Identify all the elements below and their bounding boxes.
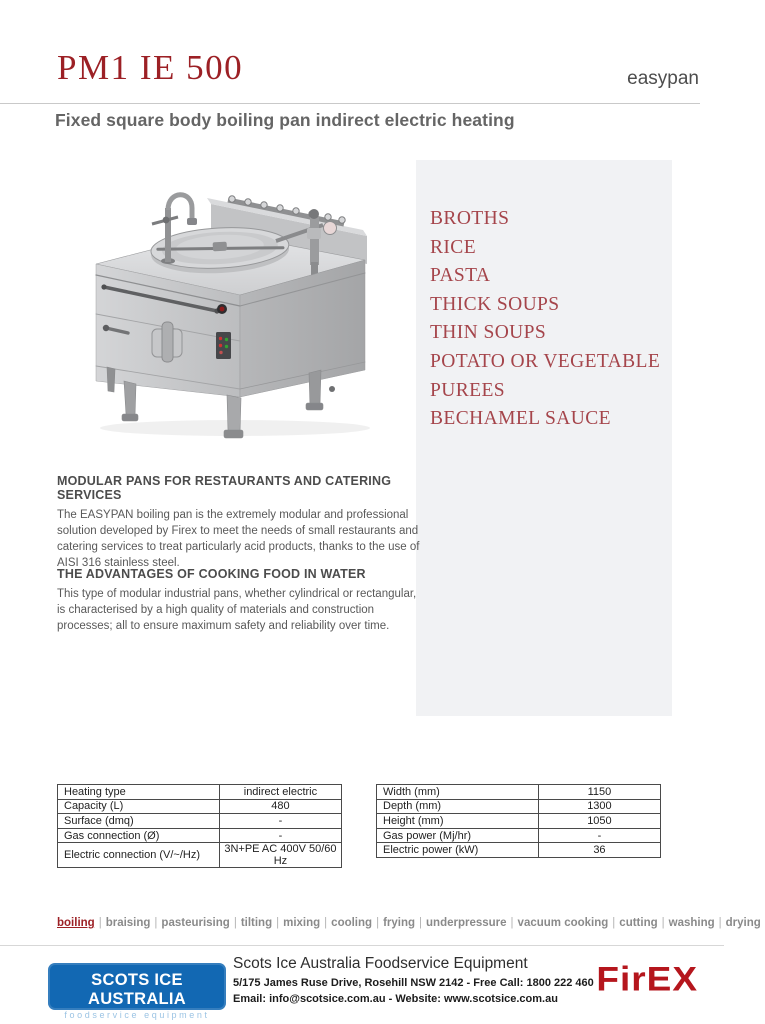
firex-brand-logo: FirEX [596,960,698,998]
distributor-logo-tagline: foodservice equipment [64,1010,210,1020]
process-tags [57,917,765,929]
section-heading: THE ADVANTAGES OF COOKING FOOD IN WATER [57,567,366,581]
spec-label: Depth (mm) [377,799,539,814]
process-tag-braising: braising [105,917,151,929]
applications-list [416,160,672,434]
footer-divider [0,945,724,946]
spec-value: 1150 [538,785,660,800]
spec-row [377,843,661,858]
section-body: This type of modular industrial pans, whether cylindrical or rectangular, is characterised by a high quality of materials and construction processes; all to ensure maximum safety and reliability over time. [57,588,417,632]
process-tag-drying: drying [725,917,761,929]
process-tag-boiling: boiling [57,917,95,929]
application-item: THIN SOUPS [430,322,547,344]
section-body: The EASYPAN boiling pan is the extremely modular and professional solution developed by Firex to meet the needs of small restaurants and catering services to treat particularly acid products, thanks to the use of AISI 316 stainless steel. [57,509,420,569]
spec-label: Electric power (kW) [377,843,539,858]
distributor-logo-name: SCOTS ICE AUSTRALIA [87,971,187,1008]
tag-separator: | [419,917,423,929]
tag-separator: | [276,917,280,929]
process-tag-frying: frying [383,917,416,929]
spec-value: - [219,828,341,843]
spec-value: - [538,828,660,843]
spec-label: Heating type [58,785,220,800]
tag-separator: | [661,917,665,929]
spec-row [58,785,342,800]
spec-table-right [376,784,661,858]
process-tag-underpressure: underpressure [426,917,507,929]
tag-separator: | [324,917,328,929]
application-item: RICE [430,236,477,258]
spec-label: Capacity (L) [58,799,220,814]
spec-value: 3N+PE AC 400V 50/60 Hz [219,843,341,868]
header-divider [0,103,700,104]
spec-label: Gas connection (Ø) [58,828,220,843]
spec-row [58,828,342,843]
application-item: THICK SOUPS [430,293,560,315]
spec-row [377,785,661,800]
process-tag-cooling: cooling [331,917,373,929]
spec-label: Height (mm) [377,814,539,829]
tag-separator: | [612,917,616,929]
applications-panel [416,160,672,716]
tag-separator: | [510,917,514,929]
spec-row [377,799,661,814]
process-tag-cutting: cutting [619,917,658,929]
section-modular-pans [57,474,423,571]
control-knob [217,304,227,314]
spec-table-left [57,784,342,868]
spec-label: Electric connection (V/~/Hz) [58,843,220,868]
application-item: POTATO OR VEGETABLE [430,350,661,372]
tag-separator: | [233,917,237,929]
spec-row [58,843,342,868]
distributor-logo [48,963,226,1020]
spec-value: 480 [219,799,341,814]
process-tag-washing: washing [668,917,715,929]
process-tag-tilting: tilting [240,917,273,929]
spec-value: indirect electric [219,785,341,800]
tag-separator: | [154,917,158,929]
page-title: PM1 IE 500 [57,48,244,87]
footer-contact-block [233,955,594,1007]
spec-row [377,814,661,829]
application-item: PUREES [430,379,506,401]
spec-label: Surface (dmq) [58,814,220,829]
spec-row [58,799,342,814]
section-advantages [57,567,423,634]
process-tag-mixing: mixing [283,917,321,929]
footer-company-name: Scots Ice Australia Foodservice Equipment [233,955,528,972]
spec-row [58,814,342,829]
spec-label: Width (mm) [377,785,539,800]
footer-contact: Email: info@scotsice.com.au - Website: www.scotsice.com.au [233,992,558,1005]
process-tag-vacuum-cooking: vacuum cooking [517,917,609,929]
spec-value: 1050 [538,814,660,829]
spec-label: Gas power (Mj/hr) [377,828,539,843]
spec-value: 36 [538,843,660,858]
application-item: BROTHS [430,208,510,229]
tag-separator: | [376,917,380,929]
spec-value: 1300 [538,799,660,814]
process-tag-pasteurising: pasteurising [161,917,230,929]
footer-address: 5/175 James Ruse Drive, Rosehill NSW 2142 - Free Call: 1800 222 460 [233,977,594,989]
spec-value: - [219,814,341,829]
tag-separator: | [718,917,722,929]
side-screw [329,386,335,392]
section-heading: MODULAR PANS FOR RESTAURANTS AND CATERING SERVICES [57,474,392,502]
tag-separator: | [98,917,102,929]
indicator-panel [216,332,231,359]
application-item: PASTA [430,265,491,287]
product-subtitle: Fixed square body boiling pan indirect electric heating [55,110,515,130]
product-photo [80,162,402,439]
product-line-label: easypan [627,68,699,89]
application-item: BECHAMEL SAUCE [430,408,611,430]
spec-row [377,828,661,843]
